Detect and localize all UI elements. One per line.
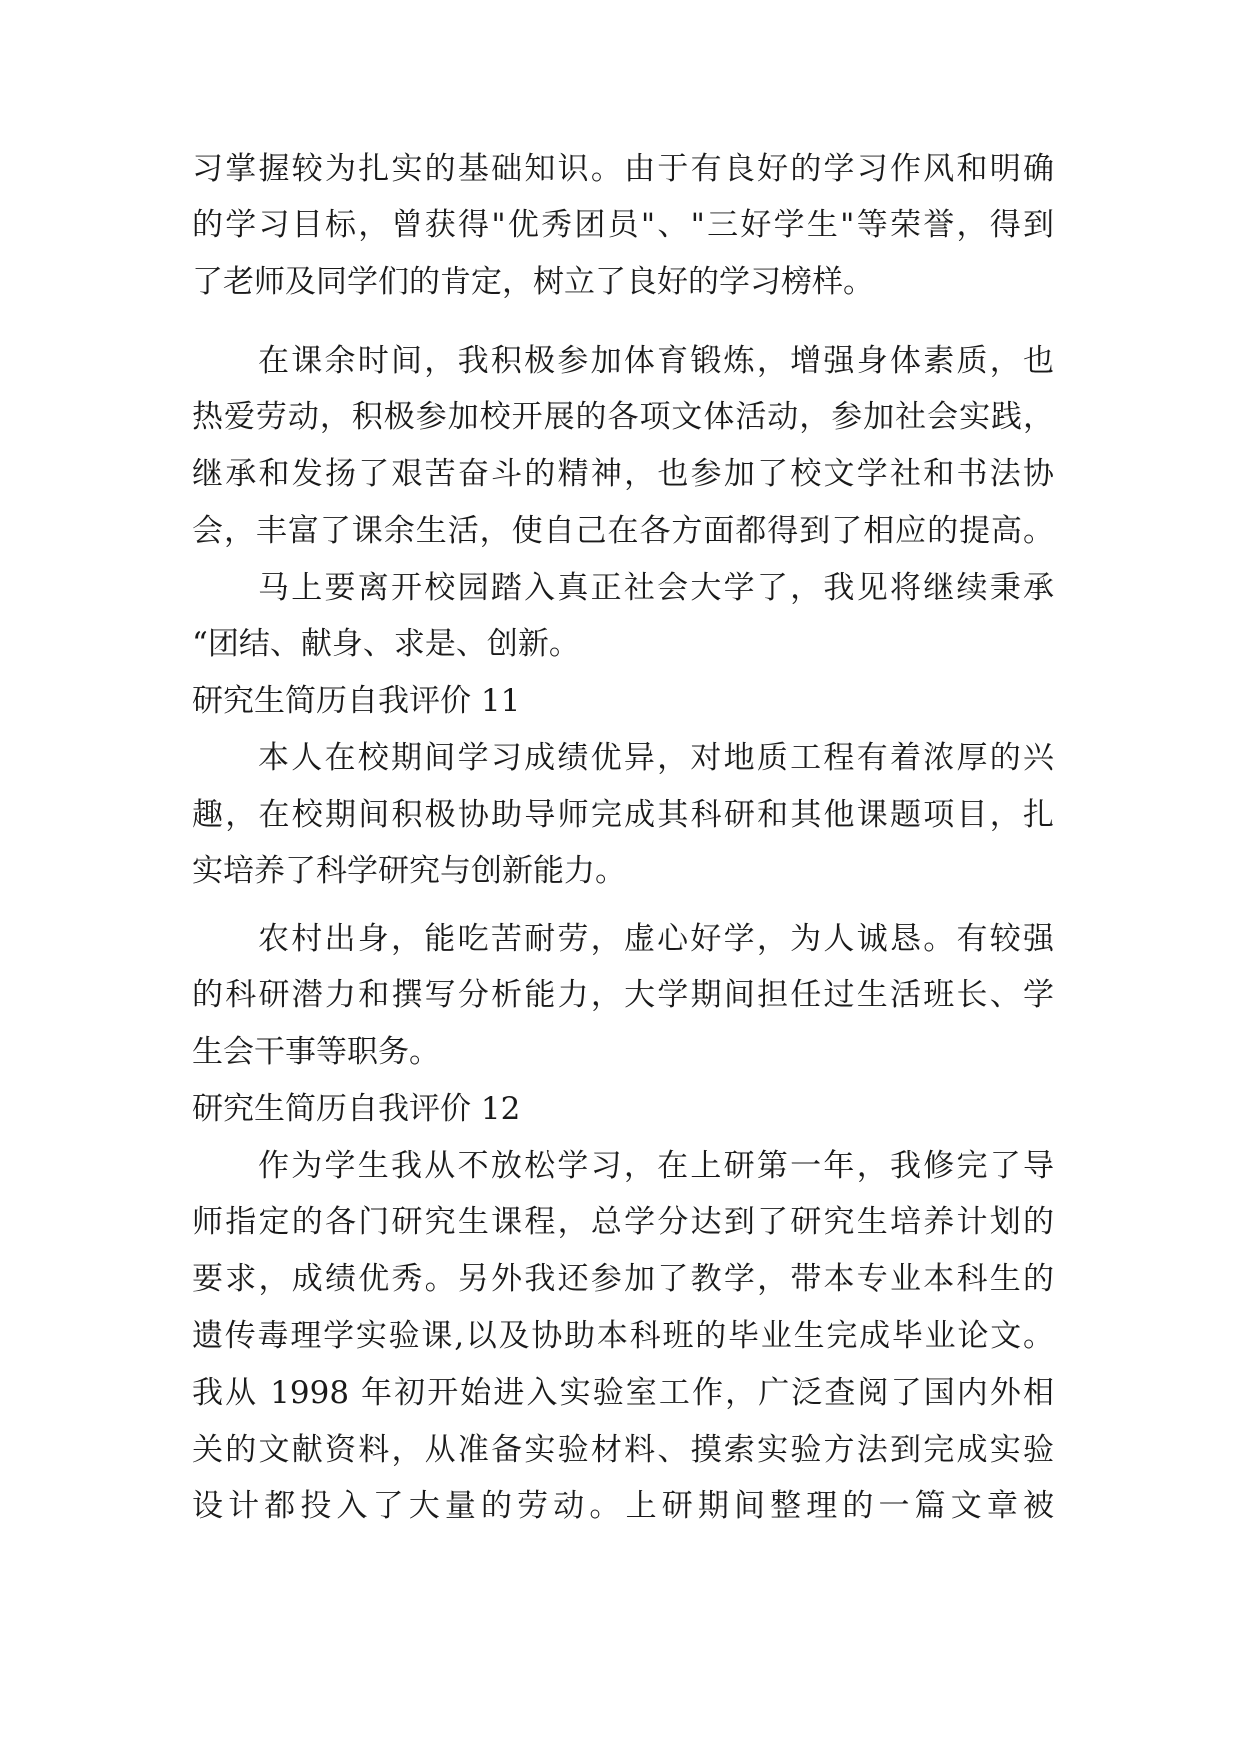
text-line: 我从 1998 年初开始进入实验室工作，广泛查阅了国内外相 (192, 1375, 1054, 1411)
text-line: 关的文献资料，从准备实验材料、摸索实验方法到完成实验 (192, 1432, 1054, 1468)
text-line: 会，丰富了课余生活，使自己在各方面都得到了相应的提高。 (192, 513, 1054, 549)
text-line: “团结、献身、求是、创新。 (192, 626, 580, 662)
text-line: 的学习目标，曾获得"优秀团员"、"三好学生"等荣誉，得到 (192, 207, 1054, 243)
text-line: 的科研潜力和撰写分析能力，大学期间担任过生活班长、学 (192, 977, 1054, 1013)
text-line: 师指定的各门研究生课程，总学分达到了研究生培养计划的 (192, 1204, 1054, 1240)
text-line: 继承和发扬了艰苦奋斗的精神，也参加了校文学社和书法协 (192, 456, 1054, 492)
text-line: 设计都投入了大量的劳动。上研期间整理的一篇文章被 (192, 1488, 1054, 1524)
text-line: 趣，在校期间积极协助导师完成其科研和其他课题项目，扎 (192, 797, 1054, 833)
text-line: 遗传毒理学实验课,以及协助本科班的毕业生完成毕业论文。 (192, 1318, 1054, 1354)
text-line: 实培养了科学研究与创新能力。 (192, 853, 626, 889)
text-line: 本人在校期间学习成绩优异，对地质工程有着浓厚的兴 (258, 740, 1054, 776)
text-line: 马上要离开校园踏入真正社会大学了，我见将继续秉承 (258, 570, 1054, 606)
text-line: 生会干事等职务。 (192, 1034, 440, 1070)
text-line: 在课余时间，我积极参加体育锻炼，增强身体素质，也 (258, 343, 1054, 379)
text-line: 热爱劳动，积极参加校开展的各项文体活动，参加社会实践， (192, 399, 1054, 435)
text-line: 作为学生我从不放松学习，在上研第一年，我修完了导 (258, 1148, 1054, 1184)
section-heading: 研究生简历自我评价 12 (192, 1091, 521, 1127)
section-heading: 研究生简历自我评价 11 (192, 683, 521, 719)
text-line: 要求，成绩优秀。另外我还参加了教学，带本专业本科生的 (192, 1261, 1054, 1297)
text-line: 习掌握较为扎实的基础知识。由于有良好的学习作风和明确 (192, 151, 1054, 187)
text-line: 了老师及同学们的肯定，树立了良好的学习榜样。 (192, 264, 874, 300)
text-line: 农村出身，能吃苦耐劳，虚心好学，为人诚恳。有较强 (258, 921, 1054, 957)
